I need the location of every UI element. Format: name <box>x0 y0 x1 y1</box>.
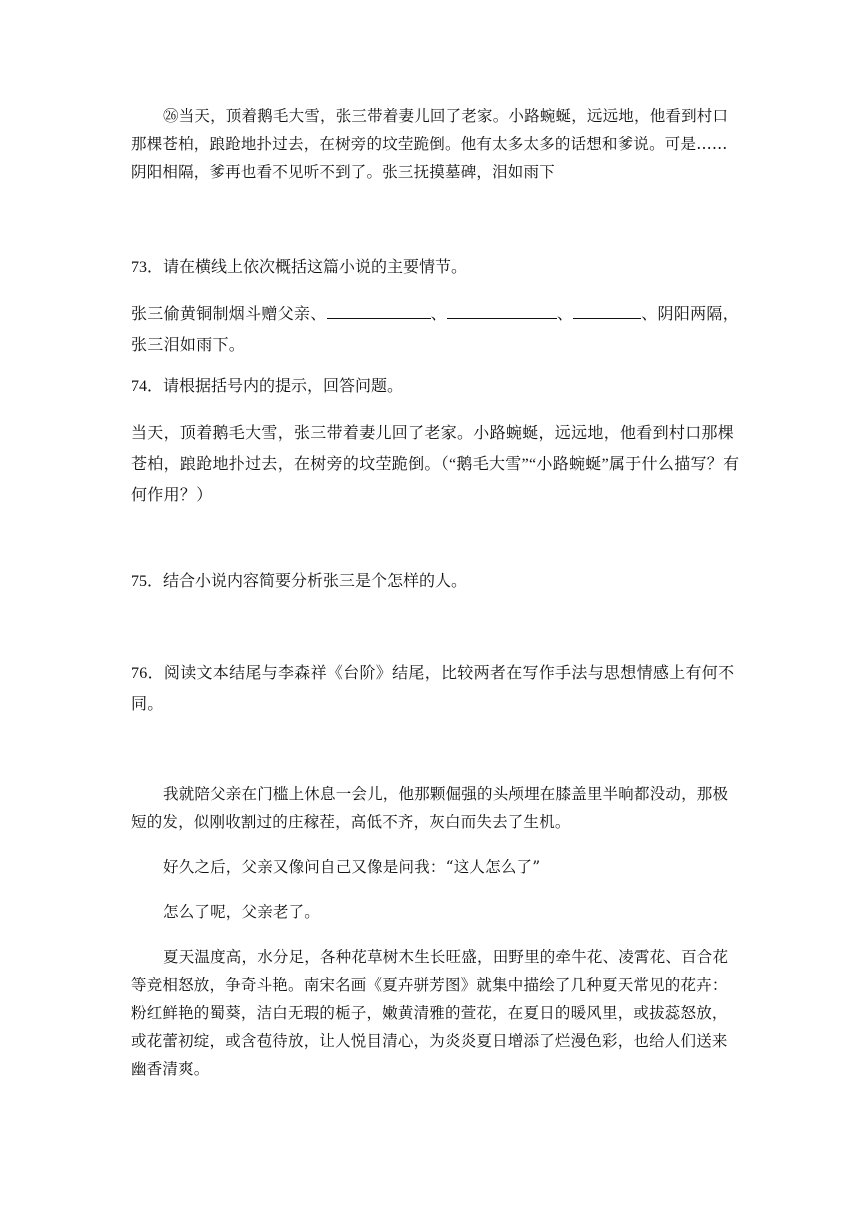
answer-blank-2[interactable] <box>447 300 557 319</box>
excerpt-paragraph-2: 好久之后，父亲又像问自己又像是问我：“这人怎么了” <box>163 858 541 876</box>
excerpt-paragraph-3: 怎么了呢，父亲老了。 <box>163 903 321 921</box>
question-75-prompt: 75．结合小说内容简要分析张三是个怎样的人。 <box>131 573 468 590</box>
question-74-prompt: 74．请根据括号内的提示，回答问题。 <box>131 378 404 395</box>
question-73-tail: 、阴阳两隔，张三泪如雨下。 <box>131 306 740 354</box>
question-73-sep-1: 、 <box>430 306 447 323</box>
passage-26: ㉖当天，顶着鹅毛大雪，张三带着妻儿回了老家。小路蜿蜒，远远地，他看到村口那棵苍柏，踉跄地扑过去，在树旁的坟茔跪倒。他有太多太多的话想和爹说。可是……阴阳相隔，爹再也看不见听不到了。张三抚摸墓碑，泪如雨下 <box>131 107 729 181</box>
excerpt-paragraph-4: 夏天温度高，水分足，各种花草树木生长旺盛，田野里的牵牛花、凌霄花、百合花等竞相怒放，争奇斗艳。南宋名画《夏卉骈芳图》就集中描绘了几种夏天常见的花卉：粉红鲜艳的蜀葵，洁白无瑕的栀子，嫩黄清雅的萱花，在夏日的暖风里，或拔蕊怒放，或花蕾初绽，或含苞待放，让人悦目清心，为炎炎夏日增添了烂漫色彩，也给人们送来幽香清爽。 <box>131 948 729 1078</box>
excerpt-paragraph-1: 我就陪父亲在门槛上休息一会儿，他那颗倔强的头颅埋在膝盖里半晌都没动，那极短的发，似刚收割过的庄稼茬，高低不齐，灰白而失去了生机。 <box>131 785 729 831</box>
question-73-answer-line <box>131 299 741 361</box>
question-73-lead: 张三偷黄铜制烟斗赠父亲、 <box>131 306 327 323</box>
question-74-text: 当天，顶着鹅毛大雪，张三带着妻儿回了老家。小路蜿蜒，远远地，他看到村口那棵苍柏，踉跄地扑过去，在树旁的坟茔跪倒。（“鹅毛大雪”“小路蜿蜒”属于什么描写？有何作用？） <box>131 425 740 504</box>
question-76-prompt: 76．阅读文本结尾与李森祥《台阶》结尾，比较两者在写作手法与思想情感上有何不同。 <box>131 665 735 713</box>
answer-blank-3[interactable] <box>573 300 641 319</box>
question-73-prompt: 73．请在横线上依次概括这篇小说的主要情节。 <box>131 259 468 276</box>
answer-blank-1[interactable] <box>327 300 431 319</box>
question-73-sep-2: 、 <box>556 306 574 323</box>
